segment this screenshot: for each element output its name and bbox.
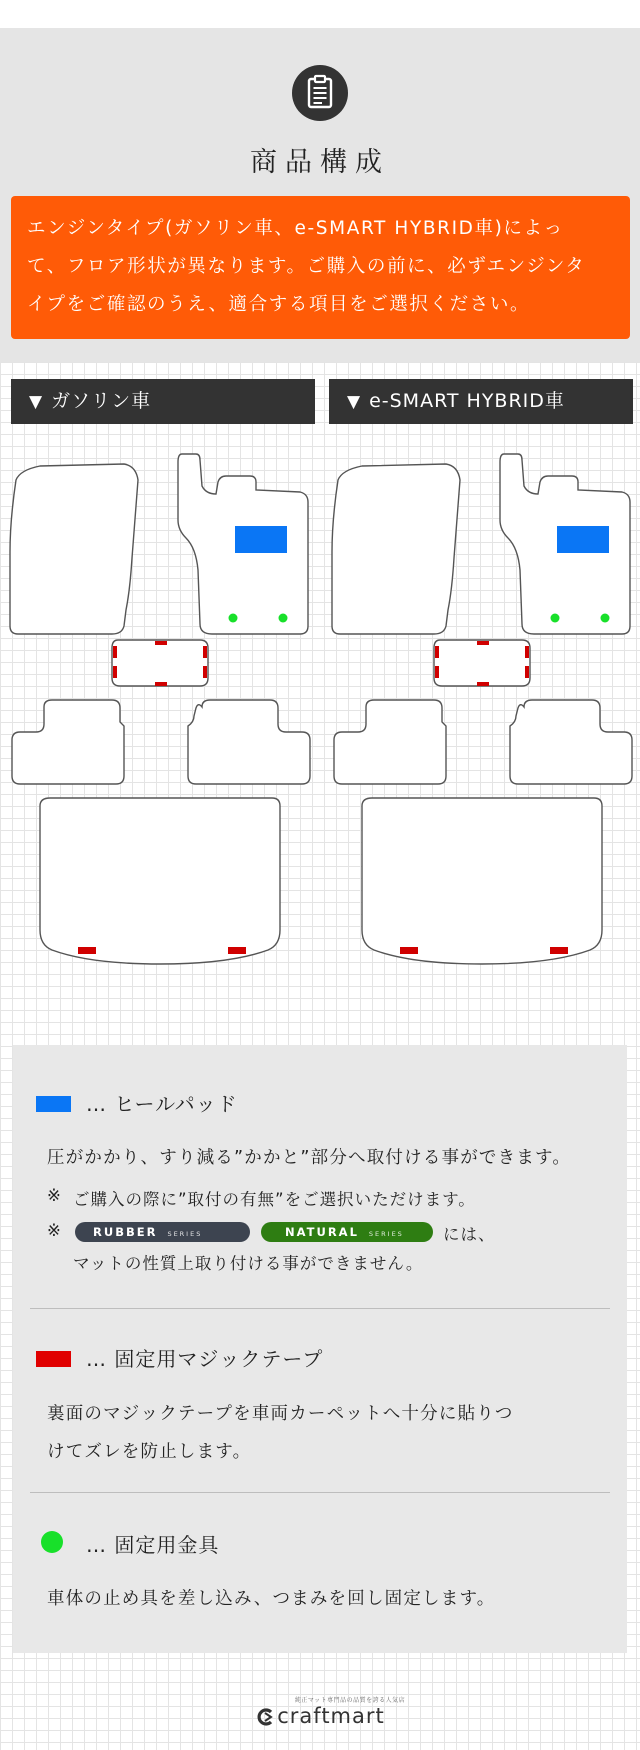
notice-line: イプをご確認のうえ、適合する項目をご選択ください。 [27,294,531,315]
badge-sub-label: SERIES [167,1230,203,1238]
clip-swatch [41,1531,63,1553]
divider [30,1492,610,1493]
heel-pad-title: … ヒールパッド [86,1092,238,1116]
triangle-down-icon: ▼ [29,392,44,412]
velcro-description-line-2: けてズレを防止します。 [47,1442,252,1462]
heel-pad-note-2-line-2: マットの性質上取り付ける事ができません。 [73,1254,424,1273]
gasoline-mat-set [10,454,310,964]
heel-pad-swatch [36,1096,71,1112]
page-title: 商品構成 [250,147,390,178]
triangle-down-icon: ▼ [347,392,362,412]
heel-pad-note-1: ご購入の際に”取付の有無”をご選択いただけます。 [73,1190,476,1209]
heel-pad-note-mark: ※ [47,1186,62,1205]
heel-pad-description: 圧がかかり、すり減る”かかと”部分へ取付ける事ができます。 [47,1148,572,1168]
rubber-series-badge [75,1222,250,1242]
velcro-title: … 固定用マジックテープ [86,1347,324,1371]
velcro-description-line-1: 裏面のマジックテープを車両カーペットへ十分に貼りつ [47,1404,514,1424]
engine-type-notice [11,196,630,339]
tab-label: ガソリン車 [51,390,152,412]
brand-name: craftmart [277,1704,385,1728]
notice-line: て、フロア形状が異なります。ご購入の前に、必ずエンジンタ [27,256,586,277]
craftmart-logo-icon [255,1707,275,1731]
divider [30,1308,610,1309]
badge-label: RUBBER [93,1225,158,1239]
velcro-swatch [36,1351,71,1367]
clipboard-list-icon [292,65,348,121]
clip-description: 車体の止め具を差し込み、つまみを回し固定します。 [47,1589,496,1609]
legend-panel [13,1045,627,1653]
badge-sub-label: SERIES [368,1230,404,1238]
heel-pad-note-2-suffix: には、 [443,1225,496,1244]
brand-logo [0,1695,640,1731]
brand-tagline: 純正マット専門品の品質を誇る人気店 [294,1697,406,1704]
notice-line: エンジンタイプ(ガソリン車、e-SMART HYBRID車)によっ [27,218,564,239]
hybrid-mat-set [332,454,632,964]
clip-title: … 固定用金具 [86,1533,220,1557]
tab-label: e-SMART HYBRID車 [369,390,565,412]
tab-gasoline[interactable] [11,379,315,424]
badge-label: NATURAL [285,1225,359,1239]
floor-mat-diagrams [0,440,640,1010]
tab-hybrid[interactable] [329,379,633,424]
natural-series-badge [261,1222,433,1242]
heel-pad-note-mark: ※ [47,1221,62,1240]
